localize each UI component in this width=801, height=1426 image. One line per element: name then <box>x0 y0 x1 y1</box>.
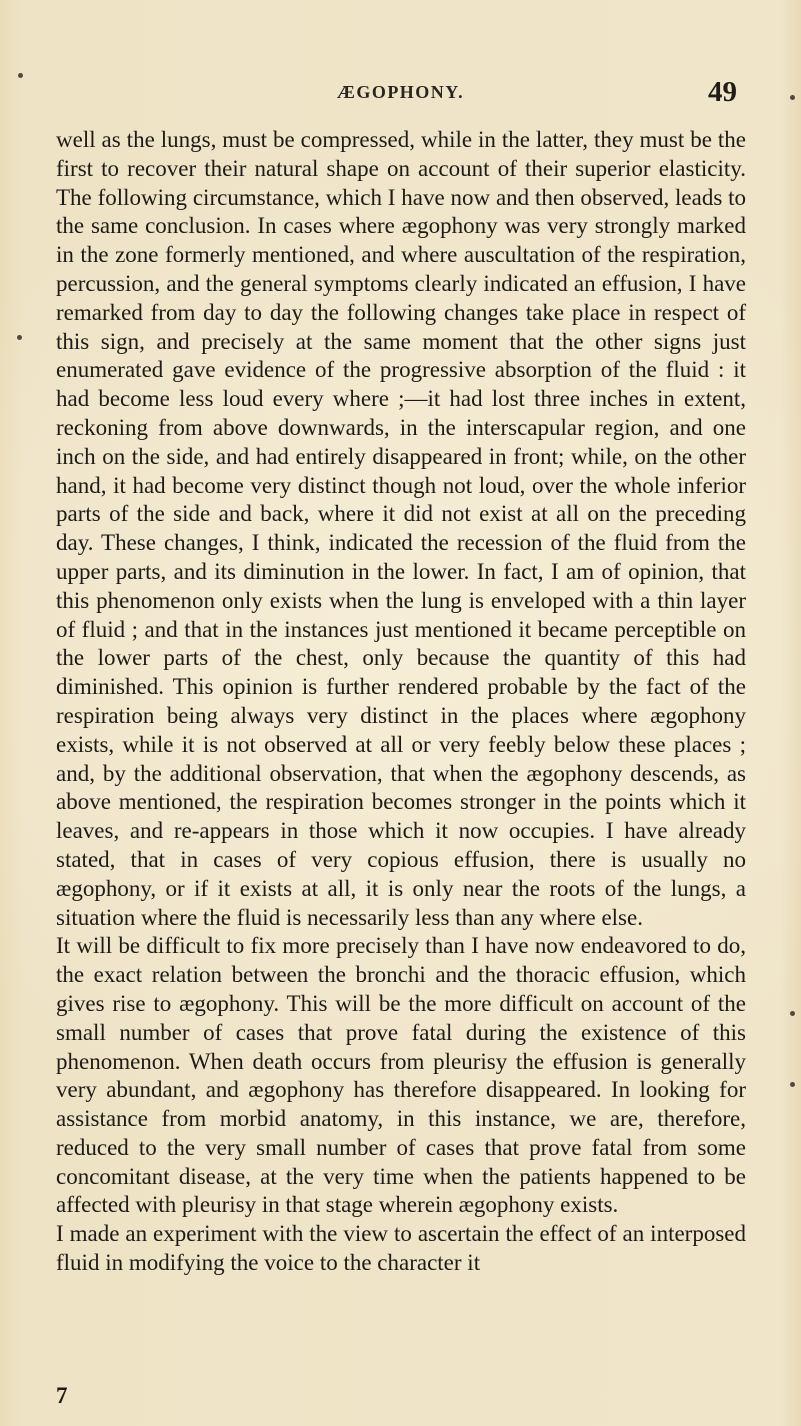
page-number: 49 <box>708 76 737 108</box>
paragraph-1: well as the lungs, must be compressed, while in the latter, they must be the first to recover their natural shape on account of their superior elasticity. The following circumstance, which I have now and then observed, leads to the same conclusion. In cases where ægophony was very strongly marked in the zone formerly mentioned, and where auscultation of the respiration, percussion, and the general symptoms clearly indicated an effusion, I have remarked from day to day the following changes take place in respect of this sign, and precisely at the same moment that the other signs just enumerated gave evidence of the progressive absorption of the fluid : it had become less loud every where ;—it had lost three inches in extent, reckoning from above downwards, in the interscapular region, and one inch on the side, and had entirely disappeared in front; while, on the other hand, it had become very distinct though not loud, over the whole inferior parts of the side and back, where it did not exist at all on the preceding day. These changes, I think, indicated the recession of the fluid from the upper parts, and its diminution in the lower. In fact, I am of opinion, that this phenomenon only exists when the lung is enveloped with a thin layer of fluid ; and that in the instances just mentioned it became perceptible on the lower parts of the chest, only because the quantity of this had diminished. This opinion is further rendered probable by the fact of the respiration being always very distinct in the places where ægophony exists, while it is not observed at all or very feebly below these places ; and, by the additional observation, that when the ægophony descends, as above mentioned, the respiration becomes stronger in the points which it leaves, and re-appears in those which it now occupies. I have already stated, that in cases of very copious effusion, there is usually no ægophony, or if it exists at all, it is only near the roots of the lungs, a situation where the fluid is necessarily less than any where else. <box>56 127 746 930</box>
print-speck <box>790 1082 795 1087</box>
print-speck <box>790 1011 795 1016</box>
running-head: ÆGOPHONY. <box>336 82 465 102</box>
print-speck <box>18 73 23 78</box>
page-body <box>56 126 746 1278</box>
paragraph-2: It will be difficult to fix more precisely than I have now endeavored to do, the exact relation between the bronchi and the thoracic effusion, which gives rise to ægophony. This will be the more difficult on account of the small number of cases that prove fatal during the existence of this phenomenon. When death occurs from pleurisy the effusion is generally very abundant, and ægophony has therefore disappeared. In looking for assistance from morbid anatomy, in this instance, we are, therefore, reduced to the very small number of cases that prove fatal from some concomitant disease, at the very time when the patients happened to be affected with pleurisy in that stage wherein ægophony exists. <box>56 933 746 1218</box>
print-speck <box>17 335 22 340</box>
print-speck <box>790 95 795 100</box>
page-header <box>56 76 745 116</box>
paragraph-3: I made an experiment with the view to ascertain the effect of an interposed fluid in modifying the voice to the character it <box>56 1221 746 1276</box>
signature-mark: 7 <box>56 1383 68 1408</box>
